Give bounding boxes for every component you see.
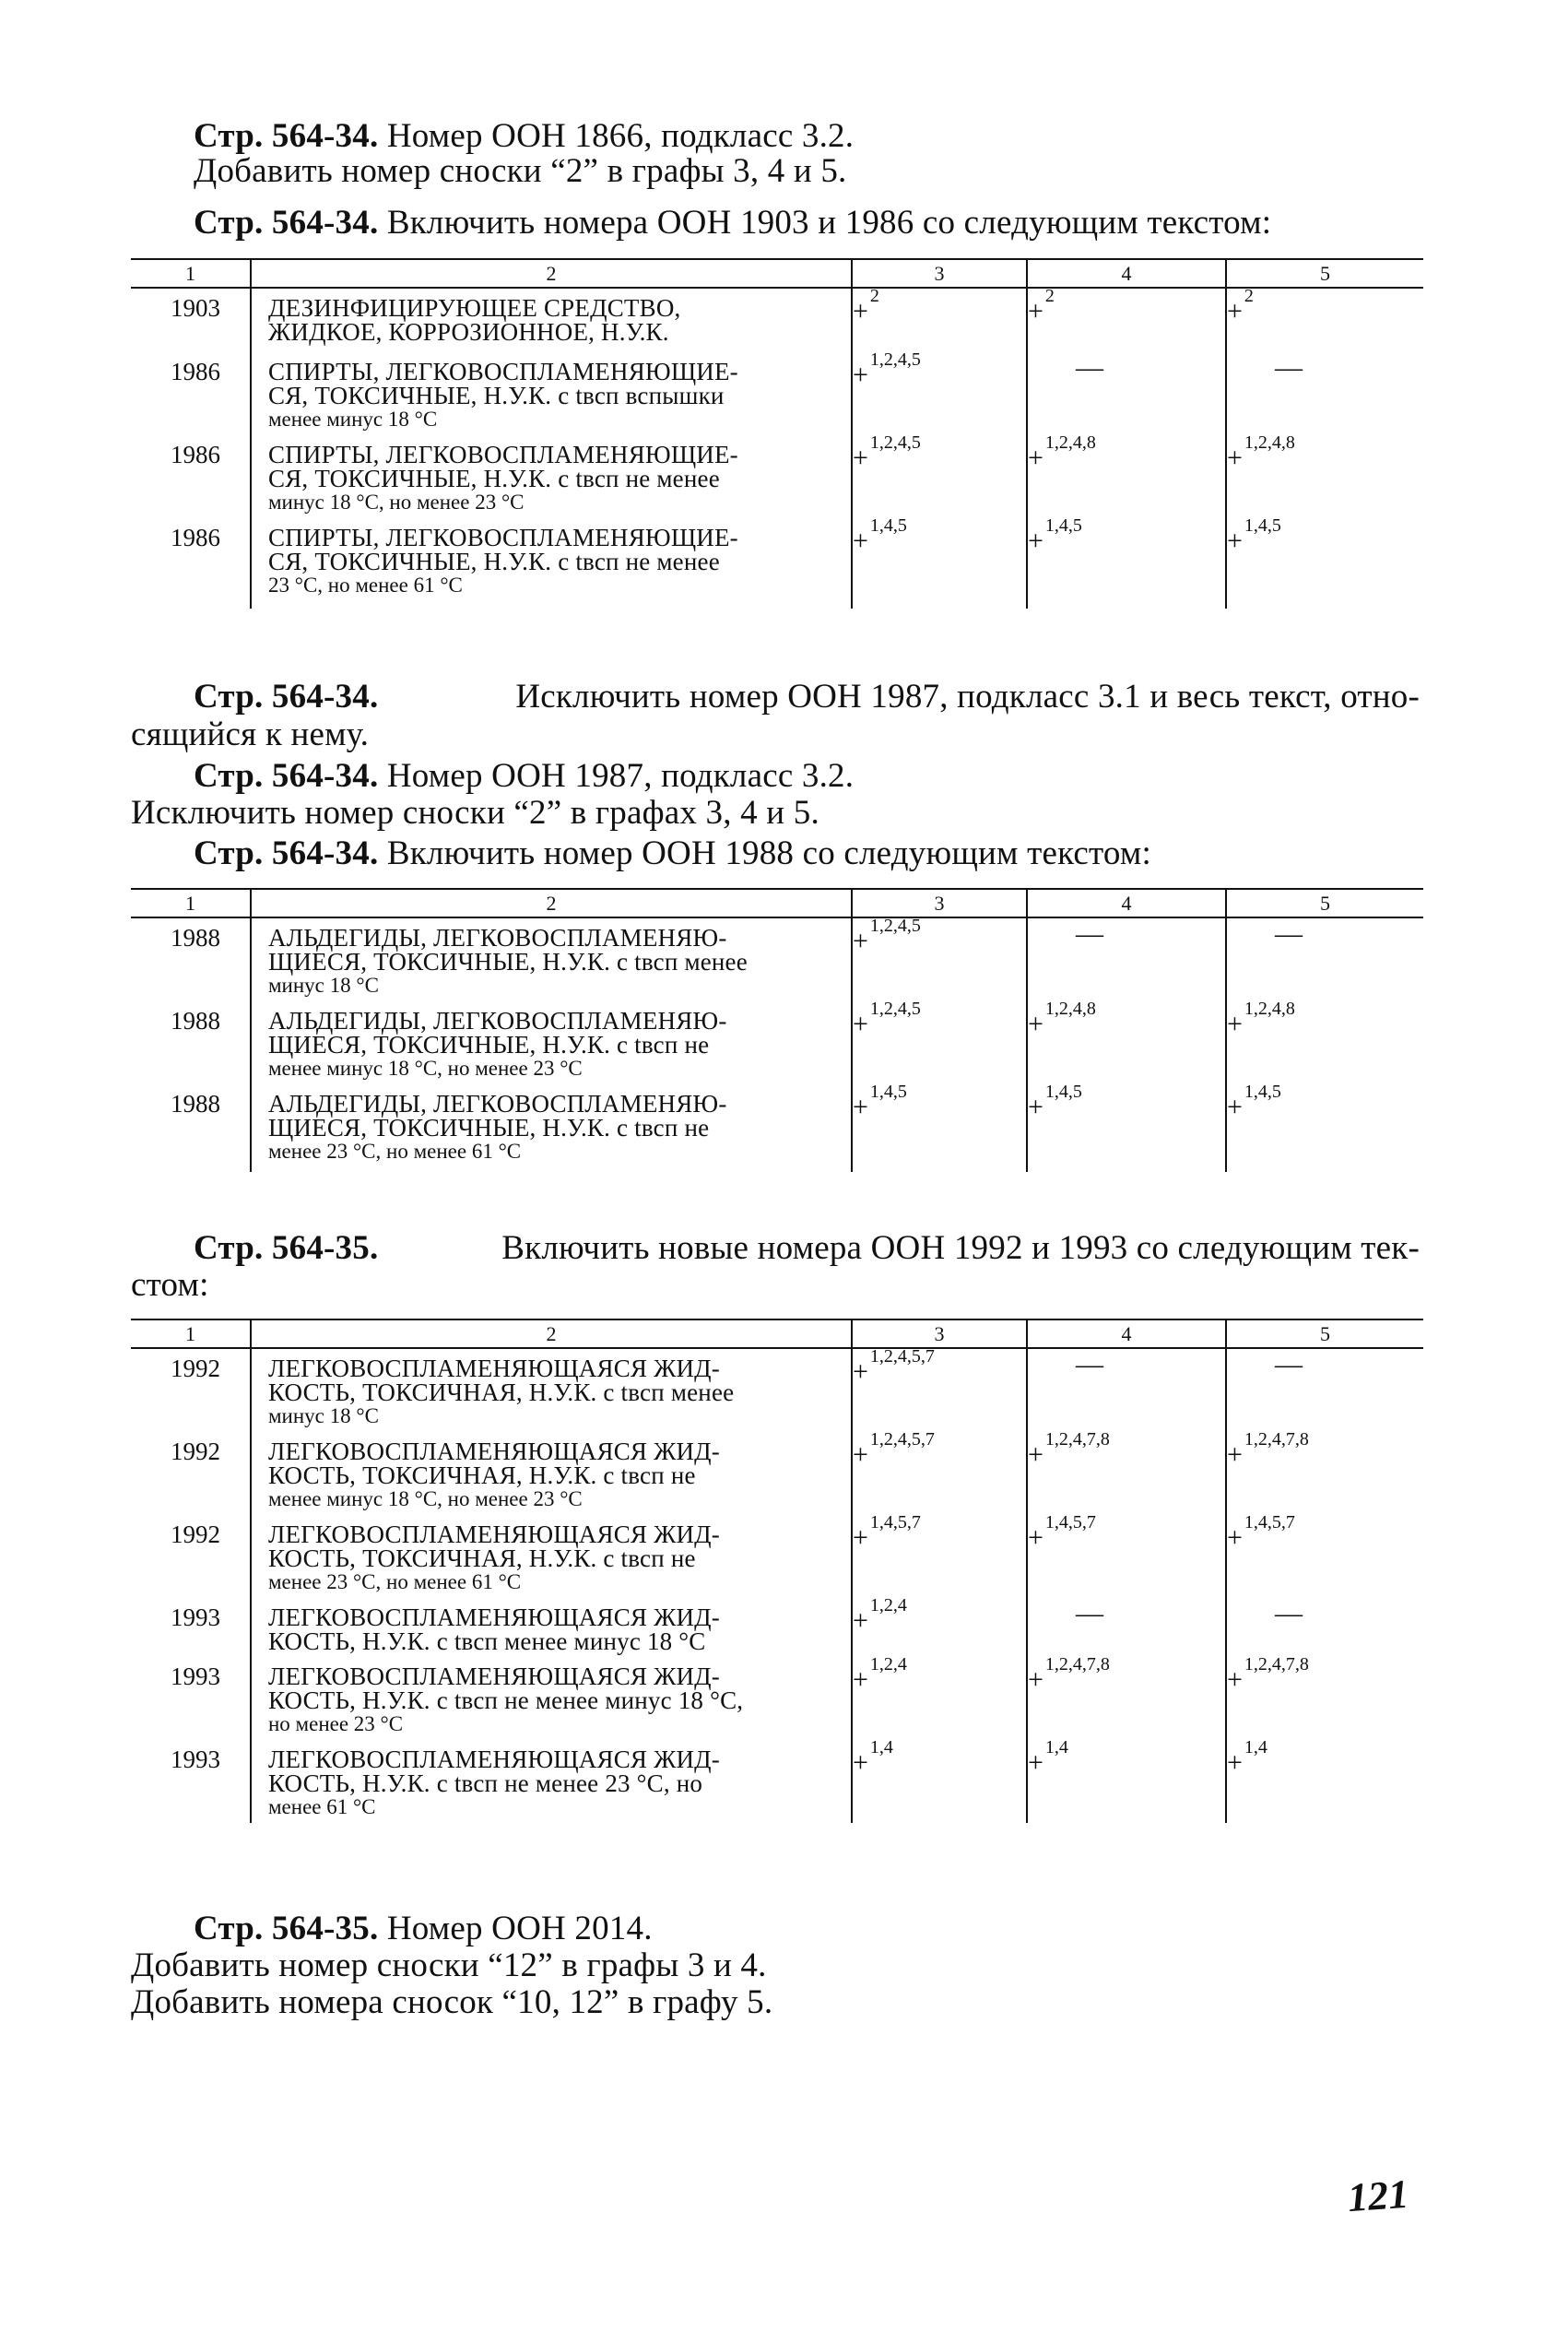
- description-line: СЯ, ТОКСИЧНЫЕ, Н.У.К. с tвсп не менее: [268, 548, 720, 575]
- plus-sign: +: [1227, 1009, 1243, 1039]
- table-row: [131, 1515, 1423, 1598]
- description-cell: [251, 1657, 852, 1740]
- description-line: СПИРТЫ, ЛЕГКОВОСПЛАМЕНЯЮЩИЕ-: [268, 524, 738, 551]
- plus-sign: +: [853, 926, 868, 956]
- column-header-3: 3: [852, 259, 1027, 288]
- plus-sign: +: [1227, 1439, 1243, 1470]
- column-header-1: 1: [131, 1319, 251, 1348]
- footnote-mark-cell-3: [852, 1512, 1027, 1598]
- page-reference: Стр. 564-34.: [194, 757, 379, 795]
- footnote-refs: 1,2,4,5: [869, 349, 921, 370]
- footnote-mark-cell-3: [852, 1595, 1027, 1657]
- footnote-refs: 1,2,4,8: [1244, 999, 1295, 1019]
- table-row: [131, 1084, 1423, 1172]
- footnote-mark-cell-5: [1226, 1001, 1423, 1084]
- un-number-cell: 1993: [171, 1662, 220, 1690]
- description-line: менее 23 °С, но менее 61 °С: [268, 1140, 522, 1163]
- un-number-cell: 1986: [171, 358, 220, 385]
- plus-sign: +: [853, 1439, 868, 1470]
- description-line: СПИРТЫ, ЛЕГКОВОСПЛАМЕНЯЮЩИЕ-: [268, 358, 738, 385]
- footnote-mark-cell-3: [852, 1348, 1027, 1432]
- table-row: [131, 518, 1423, 609]
- description-line: КОСТЬ, Н.У.К. с tвсп не менее 23 °С, но: [268, 1769, 703, 1797]
- paragraph-text: Номер ООН 1866, подкласс 3.2.: [386, 117, 855, 155]
- description-cell: [251, 1348, 852, 1432]
- footnote-mark-cell-3: [852, 432, 1027, 518]
- un-number-cell: 1903: [171, 294, 220, 322]
- footnote-refs: 1,2,4,5: [869, 432, 921, 453]
- footnote-refs: 2: [1044, 286, 1055, 306]
- footnote-refs: 1,2,4,5: [869, 999, 921, 1019]
- footnote-refs: 1,2,4,8: [1044, 432, 1096, 453]
- plus-sign: +: [1227, 296, 1243, 326]
- description-line: ЛЕГКОВОСПЛАМЕНЯЮЩАЯСЯ ЖИД-: [268, 1438, 720, 1465]
- table-row: [131, 1001, 1423, 1084]
- description-cell: [251, 435, 852, 518]
- footnote-mark-cell-4: —: [1027, 1348, 1226, 1432]
- description-cell: [251, 1598, 852, 1657]
- description-line: СЯ, ТОКСИЧНЫЕ, Н.У.К. с tвсп не менее: [268, 465, 720, 492]
- paragraph-text: Включить номера ООН 1903 и 1986 со следующим текстом:: [386, 204, 1272, 242]
- footnote-mark-cell-4: [1027, 1512, 1226, 1598]
- footnote-refs: 1,4: [1244, 1737, 1267, 1757]
- footnote-refs: 1,4: [1044, 1737, 1068, 1757]
- footnote-mark-cell-5: [1226, 1737, 1423, 1823]
- un-number-cell: 1988: [171, 924, 220, 952]
- un-number-cell: 1993: [171, 1745, 220, 1773]
- table-un-1988: [131, 888, 1423, 1172]
- description-line: минус 18 °С, но менее 23 °С: [268, 491, 525, 514]
- plus-sign: +: [853, 360, 868, 390]
- plus-sign: +: [853, 296, 868, 326]
- plus-sign: +: [1028, 1439, 1043, 1470]
- paragraph-6-line-2: стом:: [131, 1266, 209, 1304]
- table-row: [131, 1657, 1423, 1740]
- footnote-refs: 1,2,4,7,8: [1244, 1654, 1309, 1674]
- plus-sign: +: [1227, 1522, 1243, 1553]
- footnote-mark-cell-4: [1027, 515, 1226, 609]
- footnote-mark-cell-3: [852, 1737, 1027, 1823]
- un-number-cell: 1986: [171, 524, 220, 551]
- plus-sign: +: [1028, 1092, 1043, 1122]
- footnote-mark-cell-4: —: [1027, 917, 1226, 1001]
- paragraph-1-line-2: Добавить номер сноски “2” в графы 3, 4 и 5.: [194, 152, 847, 190]
- paragraph-text: Включить новые номера ООН 1992 и 1993 со следующим тек-: [501, 1229, 1420, 1267]
- description-line: менее 23 °С, но менее 61 °С: [268, 1570, 522, 1593]
- plus-sign: +: [1028, 1664, 1043, 1695]
- table-un-1903-1986: [131, 258, 1423, 609]
- description-cell: [251, 518, 852, 609]
- description-line: минус 18 °С: [268, 1404, 379, 1427]
- description-cell: [251, 288, 852, 352]
- paragraph-1: [194, 116, 854, 156]
- un-number-cell: 1992: [171, 1520, 220, 1548]
- page-reference: Стр. 564-34.: [194, 204, 379, 242]
- description-line: СПИРТЫ, ЛЕГКОВОСПЛАМЕНЯЮЩИЕ-: [268, 441, 738, 468]
- page-reference: Стр. 564-35.: [194, 1229, 379, 1267]
- description-line: менее минус 18 °С, но менее 23 °С: [268, 1487, 583, 1510]
- plus-sign: +: [853, 1664, 868, 1695]
- footnote-mark-cell-3: [852, 288, 1027, 352]
- plus-sign: +: [853, 1009, 868, 1039]
- footnote-mark-cell-5: —: [1226, 917, 1423, 1001]
- footnote-mark-cell-5: [1226, 432, 1423, 518]
- footnote-refs: 1,4,5: [1044, 515, 1082, 536]
- page-reference: Стр. 564-35.: [194, 1910, 379, 1947]
- description-line: ЛЕГКОВОСПЛАМЕНЯЮЩАЯСЯ ЖИД-: [268, 1745, 720, 1773]
- footnote-refs: 1,2,4,5,7: [869, 1346, 935, 1367]
- footnote-refs: 1,2,4,5: [869, 916, 921, 936]
- table-row: [131, 435, 1423, 518]
- paragraph-7-line-2: Добавить номер сноски “12” в графы 3 и 4.: [131, 1946, 767, 1984]
- description-line: ЛЕГКОВОСПЛАМЕНЯЮЩАЯСЯ ЖИД-: [268, 1355, 720, 1382]
- page-reference: Стр. 564-34.: [194, 678, 379, 716]
- footnote-mark-cell-5: —: [1226, 352, 1423, 435]
- paragraph-4: [194, 756, 854, 796]
- description-line: АЛЬДЕГИДЫ, ЛЕГКОВОСПЛАМЕНЯЮ-: [268, 924, 727, 952]
- plus-sign: +: [1028, 1009, 1043, 1039]
- column-header-2: 2: [251, 889, 852, 917]
- column-header-2: 2: [251, 1319, 852, 1348]
- table-header-row: [131, 259, 1423, 288]
- footnote-refs: 1,2,4,7,8: [1244, 1429, 1309, 1449]
- plus-sign: +: [1227, 1747, 1243, 1778]
- table-header-row: [131, 1319, 1423, 1348]
- footnote-refs: 1,2,4,8: [1244, 432, 1295, 453]
- footnote-refs: 1,2,4: [869, 1595, 907, 1615]
- column-header-5: 5: [1226, 1319, 1423, 1348]
- plus-sign: +: [853, 1356, 868, 1387]
- plus-sign: +: [853, 443, 868, 473]
- column-header-5: 5: [1226, 889, 1423, 917]
- footnote-refs: 1,2,4,8: [1044, 999, 1096, 1019]
- un-number-cell: 1992: [171, 1355, 220, 1382]
- footnote-refs: 1,2,4: [869, 1654, 907, 1674]
- description-line: КОСТЬ, ТОКСИЧНАЯ, Н.У.К. с tвсп не: [268, 1544, 696, 1572]
- table-header-row: [131, 889, 1423, 917]
- description-line: КОСТЬ, ТОКСИЧНАЯ, Н.У.К. с tвсп менее: [268, 1378, 735, 1406]
- description-cell: [251, 1740, 852, 1823]
- column-header-5: 5: [1226, 259, 1423, 288]
- footnote-refs: 1,2,4,7,8: [1044, 1654, 1110, 1674]
- description-line: ДЕЗИНФИЦИРУЮЩЕЕ СРЕДСТВО,: [268, 294, 681, 322]
- description-line: АЛЬДЕГИДЫ, ЛЕГКОВОСПЛАМЕНЯЮ-: [268, 1090, 727, 1118]
- description-line: ЖИДКОЕ, КОРРОЗИОННОЕ, Н.У.К.: [268, 318, 669, 346]
- description-line: менее минус 18 °С, но менее 23 °С: [268, 1057, 583, 1080]
- footnote-mark-cell-4: [1027, 288, 1226, 352]
- column-header-4: 4: [1027, 1319, 1226, 1348]
- paragraph-7: [194, 1909, 653, 1948]
- footnote-mark-cell-4: —: [1027, 352, 1226, 435]
- paragraph-text: Номер ООН 2014.: [386, 1910, 653, 1947]
- footnote-mark-cell-3: [852, 1429, 1027, 1515]
- plus-sign: +: [853, 1522, 868, 1553]
- paragraph-6: [194, 1228, 1420, 1268]
- footnote-refs: 1,4,5,7: [869, 1512, 921, 1532]
- description-line: но менее 23 °С: [268, 1712, 404, 1735]
- description-cell: [251, 1001, 852, 1084]
- footnote-mark-cell-4: [1027, 1654, 1226, 1740]
- footnote-refs: 1,4,5,7: [1244, 1512, 1295, 1532]
- description-line: ЛЕГКОВОСПЛАМЕНЯЮЩАЯСЯ ЖИД-: [268, 1662, 720, 1690]
- table-row: [131, 1348, 1423, 1432]
- footnote-mark-cell-5: [1226, 1654, 1423, 1740]
- footnote-mark-cell-4: [1027, 1001, 1226, 1084]
- footnote-mark-cell-5: —: [1226, 1348, 1423, 1432]
- paragraph-5: [194, 834, 1151, 873]
- description-cell: [251, 917, 852, 1001]
- description-line: КОСТЬ, ТОКСИЧНАЯ, Н.У.К. с tвсп не: [268, 1461, 696, 1489]
- description-cell: [251, 1432, 852, 1515]
- description-line: ЛЕГКОВОСПЛАМЕНЯЮЩАЯСЯ ЖИД-: [268, 1520, 720, 1548]
- footnote-mark-cell-4: [1027, 1429, 1226, 1515]
- description-line: минус 18 °С: [268, 974, 379, 997]
- footnote-refs: 1,4: [869, 1737, 893, 1757]
- footnote-refs: 1,4,5,7: [1044, 1512, 1096, 1532]
- description-line: АЛЬДЕГИДЫ, ЛЕГКОВОСПЛАМЕНЯЮ-: [268, 1007, 727, 1035]
- description-cell: [251, 352, 852, 435]
- footnote-refs: 1,4,5: [869, 1082, 907, 1102]
- description-line: 23 °С, но менее 61 °С: [268, 574, 463, 597]
- footnote-mark-cell-5: [1226, 1512, 1423, 1598]
- footnote-mark-cell-4: [1027, 1084, 1226, 1172]
- footnote-refs: 1,4,5: [1244, 515, 1281, 536]
- description-line: менее минус 18 °С: [268, 408, 438, 431]
- plus-sign: +: [1227, 526, 1243, 556]
- paragraph-3-line-2: сящийся к нему.: [131, 716, 370, 753]
- footnote-refs: 1,2,4,5,7: [869, 1429, 935, 1449]
- plus-sign: +: [1227, 1664, 1243, 1695]
- plus-sign: +: [853, 1092, 868, 1122]
- description-line: ЩИЕСЯ, ТОКСИЧНЫЕ, Н.У.К. с tвсп не: [268, 1031, 710, 1059]
- footnote-refs: 1,2,4,7,8: [1044, 1429, 1110, 1449]
- table-row: [131, 352, 1423, 435]
- un-number-cell: 1993: [171, 1603, 220, 1631]
- column-header-3: 3: [852, 1319, 1027, 1348]
- description-line: СЯ, ТОКСИЧНЫЕ, Н.У.К. с tвсп вспышки: [268, 382, 725, 409]
- footnote-mark-cell-3: [852, 515, 1027, 609]
- footnote-refs: 2: [869, 286, 879, 306]
- footnote-refs: 1,4,5: [1244, 1082, 1281, 1102]
- footnote-refs: 2: [1244, 286, 1254, 306]
- column-header-4: 4: [1027, 889, 1226, 917]
- footnote-mark-cell-3: [852, 917, 1027, 1001]
- table-row: [131, 1432, 1423, 1515]
- page-reference: Стр. 564-34.: [194, 834, 379, 872]
- footnote-mark-cell-3: [852, 1654, 1027, 1740]
- table-row: [131, 917, 1423, 1001]
- plus-sign: +: [1028, 443, 1043, 473]
- paragraph-3: [194, 677, 1420, 716]
- un-number-cell: 1986: [171, 441, 220, 468]
- table-un-1992-1993: [131, 1319, 1423, 1823]
- plus-sign: +: [1028, 1522, 1043, 1553]
- page-reference: Стр. 564-34.: [194, 117, 379, 155]
- description-line: ЛЕГКОВОСПЛАМЕНЯЮЩАЯСЯ ЖИД-: [268, 1603, 720, 1631]
- footnote-refs: 1,4,5: [1044, 1082, 1082, 1102]
- table-row: [131, 1740, 1423, 1823]
- column-header-1: 1: [131, 259, 251, 288]
- page-number: 121: [1346, 2171, 1410, 2221]
- plus-sign: +: [1028, 526, 1043, 556]
- un-number-cell: 1988: [171, 1007, 220, 1035]
- paragraph-4-line-2: Исключить номер сноски “2” в графах 3, 4 и 5.: [131, 794, 819, 832]
- description-line: ЩИЕСЯ, ТОКСИЧНЫЕ, Н.У.К. с tвсп не: [268, 1114, 710, 1142]
- plus-sign: +: [1227, 443, 1243, 473]
- footnote-mark-cell-4: [1027, 432, 1226, 518]
- column-header-3: 3: [852, 889, 1027, 917]
- plus-sign: +: [1227, 1092, 1243, 1122]
- plus-sign: +: [853, 526, 868, 556]
- plus-sign: +: [1028, 296, 1043, 326]
- footnote-mark-cell-3: [852, 1001, 1027, 1084]
- footnote-mark-cell-5: [1226, 1084, 1423, 1172]
- description-line: ЩИЕСЯ, ТОКСИЧНЫЕ, Н.У.К. с tвсп менее: [268, 948, 748, 976]
- column-header-1: 1: [131, 889, 251, 917]
- footnote-mark-cell-3: [852, 349, 1027, 435]
- plus-sign: +: [853, 1605, 868, 1636]
- footnote-mark-cell-5: [1226, 1429, 1423, 1515]
- plus-sign: +: [1028, 1747, 1043, 1778]
- paragraph-2: [194, 203, 1271, 243]
- paragraph-7-line-3: Добавить номера сносок “10, 12” в графу 5.: [131, 1983, 773, 2021]
- footnote-mark-cell-3: [852, 1084, 1027, 1172]
- description-line: КОСТЬ, Н.У.К. с tвсп менее минус 18 °С: [268, 1627, 706, 1655]
- footnote-mark-cell-4: [1027, 1737, 1226, 1823]
- description-cell: [251, 1084, 852, 1172]
- paragraph-text: Исключить номер ООН 1987, подкласс 3.1 и весь текст, отно-: [515, 678, 1420, 716]
- footnote-refs: 1,4,5: [869, 515, 907, 536]
- footnote-mark-cell-5: —: [1226, 1598, 1423, 1657]
- un-number-cell: 1992: [171, 1438, 220, 1465]
- plus-sign: +: [853, 1747, 868, 1778]
- paragraph-text: Номер ООН 1987, подкласс 3.2.: [386, 757, 855, 795]
- paragraph-text: Включить номер ООН 1988 со следующим текстом:: [386, 834, 1151, 872]
- column-header-2: 2: [251, 259, 852, 288]
- footnote-mark-cell-5: [1226, 515, 1423, 609]
- description-line: КОСТЬ, Н.У.К. с tвсп не менее минус 18 °С,: [268, 1686, 744, 1714]
- description-cell: [251, 1515, 852, 1598]
- footnote-mark-cell-5: [1226, 288, 1423, 352]
- footnote-mark-cell-4: —: [1027, 1598, 1226, 1657]
- un-number-cell: 1988: [171, 1090, 220, 1118]
- column-header-4: 4: [1027, 259, 1226, 288]
- table-row: [131, 1598, 1423, 1657]
- table-row: [131, 288, 1423, 352]
- description-line: менее 61 °С: [268, 1795, 376, 1818]
